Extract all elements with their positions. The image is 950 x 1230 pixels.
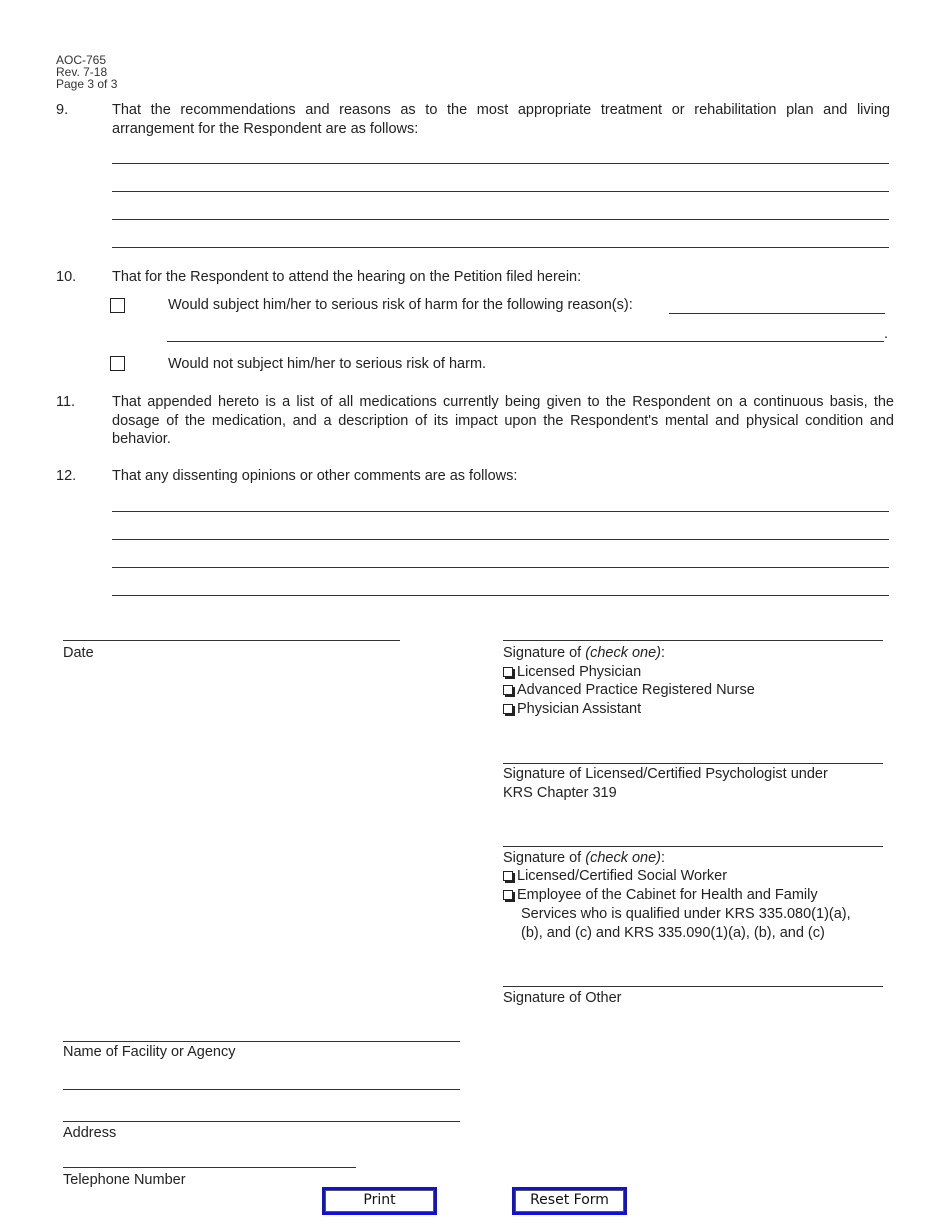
risk-reason-period: . (884, 326, 889, 342)
item11-number: 11. (56, 394, 76, 410)
signature-2-title-line1: Signature of Licensed/Certified Psychologist under (503, 766, 828, 782)
signature-4-label: Signature of Other (503, 990, 622, 1006)
signature-4-line[interactable] (503, 986, 883, 987)
facility-label: Name of Facility or Agency (63, 1044, 236, 1060)
item9-line-1[interactable] (112, 163, 889, 164)
item9-text: That the recommendations and reasons as to the most appropriate treatment or rehabilitation plan and living arrangement for the Respondent are as follows: (112, 102, 890, 137)
date-line[interactable] (63, 640, 400, 641)
checkbox-icon[interactable] (503, 704, 513, 714)
item11-text: That appended hereto is a list of all medications currently being given to the Respondent on a continuous basis, the dosage of the medication, and a description of its impact upon the Respondent's mental and physical condition and behavior. (112, 394, 894, 447)
item12-text: That any dissenting opinions or other comments are as follows: (112, 468, 518, 484)
page-number: Page 3 of 3 (56, 77, 118, 91)
item9-line-3[interactable] (112, 219, 889, 220)
address-line-1[interactable] (63, 1089, 460, 1090)
signature-1-title: Signature of (check one): (503, 645, 666, 661)
signature-3-option-cabinet-line1[interactable]: Employee of the Cabinet for Health and Family (503, 886, 818, 905)
item12-line-4[interactable] (112, 595, 889, 596)
item12-number: 12. (56, 468, 77, 484)
address-label: Address (63, 1125, 117, 1141)
item12-line-1[interactable] (112, 511, 889, 512)
print-button[interactable] (322, 1187, 437, 1215)
signature-3-option-cabinet-line3: (b), and (c) and KRS 335.090(1)(a), (b), and (c) (521, 925, 825, 941)
signature-3-option-cabinet-line2: Services who is qualified under KRS 335.080(1)(a), (521, 906, 851, 922)
risk-of-harm-checkbox[interactable] (110, 298, 125, 313)
risk-reason-line-2[interactable] (167, 341, 884, 342)
signature-2-title-line2: KRS Chapter 319 (503, 785, 617, 801)
signature-3-title: Signature of (check one): (503, 850, 666, 866)
no-risk-of-harm-checkbox[interactable] (110, 356, 125, 371)
item12-line-3[interactable] (112, 567, 889, 568)
date-label: Date (63, 645, 94, 661)
item12-line-2[interactable] (112, 539, 889, 540)
signature-1-option-pa[interactable]: Physician Assistant (503, 700, 641, 719)
reset-form-button-label: Reset Form (515, 1190, 624, 1212)
telephone-label: Telephone Number (63, 1172, 186, 1188)
signature-1-option-physician[interactable]: Licensed Physician (503, 663, 641, 682)
risk-reason-line-1[interactable] (669, 313, 885, 314)
reset-form-button[interactable] (512, 1187, 627, 1215)
checkbox-icon[interactable] (503, 871, 513, 881)
item10-number: 10. (56, 269, 77, 285)
signature-3-line[interactable] (503, 846, 883, 847)
signature-2-line[interactable] (503, 763, 883, 764)
checkbox-icon[interactable] (503, 890, 513, 900)
address-line-2[interactable] (63, 1121, 460, 1122)
facility-line[interactable] (63, 1041, 460, 1042)
item10-text: That for the Respondent to attend the hearing on the Petition filed herein: (112, 269, 582, 285)
item9-line-2[interactable] (112, 191, 889, 192)
checkbox-icon[interactable] (503, 667, 513, 677)
form-revision: Rev. 7-18 (56, 65, 108, 79)
print-button-label: Print (325, 1190, 434, 1212)
signature-1-line[interactable] (503, 640, 883, 641)
form-number: AOC-765 (56, 53, 107, 67)
signature-3-option-social-worker[interactable]: Licensed/Certified Social Worker (503, 867, 727, 886)
telephone-line[interactable] (63, 1167, 356, 1168)
item9-line-4[interactable] (112, 247, 889, 248)
signature-1-option-aprn[interactable]: Advanced Practice Registered Nurse (503, 681, 755, 700)
checkbox-icon[interactable] (503, 685, 513, 695)
item9-number: 9. (56, 102, 69, 118)
risk-of-harm-label: Would subject him/her to serious risk of harm for the following reason(s): (168, 297, 633, 313)
no-risk-of-harm-label: Would not subject him/her to serious risk of harm. (168, 356, 487, 372)
